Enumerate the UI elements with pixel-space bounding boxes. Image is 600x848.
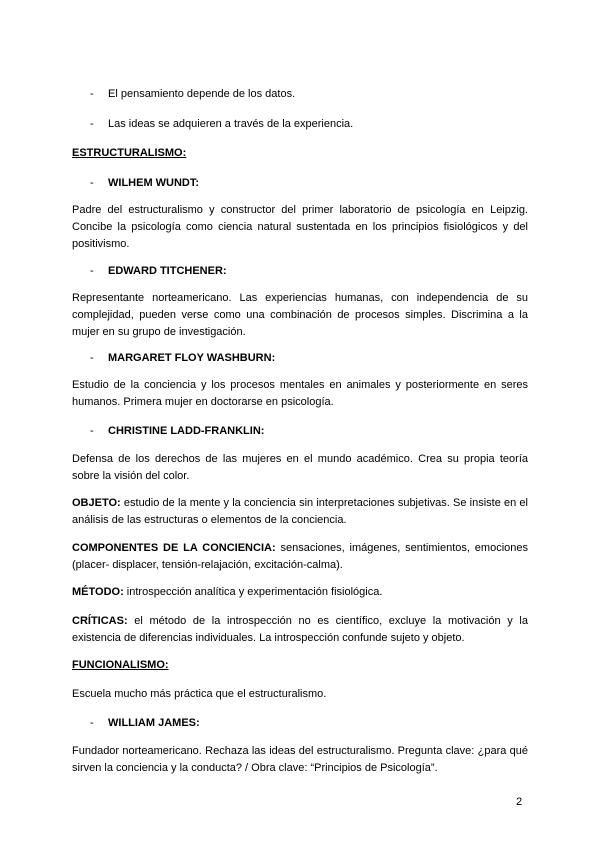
- paragraph-washburn: Estudio de la conciencia y los procesos mentales en animales y posteriormente en seres humanos. Primera mujer en doctorarse en psicología.: [72, 379, 528, 408]
- paragraph-wundt: Padre del estructuralismo y constructor del primer laboratorio de psicología en Leipzig. Concibe la psicología como ciencia natural sustentada en los principios fisiológicos y del positivismo.: [72, 204, 528, 250]
- author-heading-franklin: CHRISTINE LADD-FRANKLIN:: [108, 425, 265, 437]
- paragraph-funcionalismo-intro: Escuela mucho más práctica que el estructuralismo.: [72, 688, 327, 700]
- label-metodo: MÉTODO:: [72, 586, 124, 598]
- page-number: 2: [516, 796, 523, 808]
- text-componentes: sensaciones, imágenes, sentimientos, emociones (placer- displacer, tensión-relajación, excitación-calma).: [72, 542, 528, 571]
- bullet-dash: -: [90, 352, 94, 364]
- bullet-text: Las ideas se adquieren a través de la experiencia.: [108, 118, 354, 130]
- author-heading-wundt: WILHEM WUNDT:: [108, 177, 200, 189]
- paragraph-franklin: Defensa de los derechos de las mujeres en el mundo académico. Crea su propia teoría sobre la visión del color.: [72, 453, 528, 482]
- paragraph-metodo: [72, 584, 528, 601]
- bullet-text: El pensamiento depende de los datos.: [108, 88, 296, 100]
- paragraph-criticas: [72, 613, 528, 647]
- paragraph-objeto: [72, 495, 528, 529]
- text-metodo: introspección analítica y experimentación fisiológica.: [123, 586, 383, 598]
- bullet-dash: -: [90, 425, 94, 437]
- text-objeto: estudio de la mente y la conciencia sin interpretaciones subjetivas. Se insiste en el análisis de las estructuras o elementos de la conciencia.: [72, 497, 528, 526]
- section-heading-funcionalismo: FUNCIONALISMO:: [72, 659, 169, 671]
- author-heading-james: WILLIAM JAMES:: [108, 717, 200, 729]
- bullet-dash: -: [90, 88, 94, 100]
- text-criticas: el método de la introspección no es científico, excluye la motivación y la existencia de diferencias individuales. La introspección confunde sujeto y objeto.: [72, 615, 528, 644]
- paragraph-componentes: [72, 540, 528, 574]
- author-heading-titchener: EDWARD TITCHENER:: [108, 265, 227, 277]
- paragraph-titchener: Representante norteamericano. Las experiencias humanas, con independencia de su complejidad, pueden verse como una combinación de procesos simples. Discrimina a la mujer en su grupo de investigación.: [72, 292, 528, 338]
- label-criticas: CRÍTICAS:: [72, 615, 128, 627]
- label-componentes: COMPONENTES DE LA CONCIENCIA:: [72, 542, 276, 554]
- bullet-dash: -: [90, 717, 94, 729]
- bullet-dash: -: [90, 265, 94, 277]
- author-heading-washburn: MARGARET FLOY WASHBURN:: [108, 352, 276, 364]
- bullet-dash: -: [90, 177, 94, 189]
- section-heading-estructuralismo: ESTRUCTURALISMO:: [72, 147, 187, 159]
- paragraph-james: Fundador norteamericano. Rechaza las ideas del estructuralismo. Pregunta clave: ¿para qué sirven la conciencia y la conducta? / Obra clave: “Principios de Psicología”.: [72, 745, 528, 774]
- label-objeto: OBJETO:: [72, 497, 121, 509]
- bullet-dash: -: [90, 118, 94, 130]
